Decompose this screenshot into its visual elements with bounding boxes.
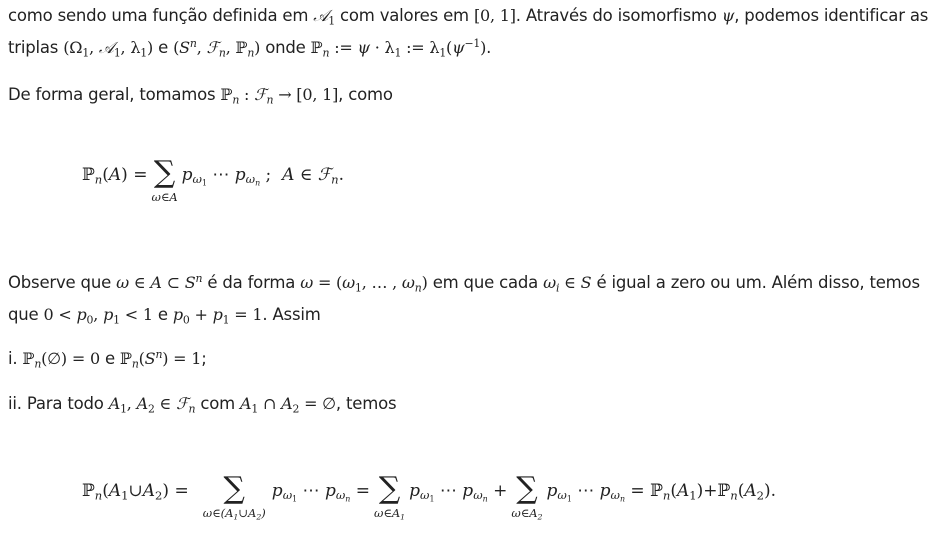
text-segment: onde (265, 38, 306, 57)
math-a1-a2: $A_1$, $A_2$ ∈ ℱ$_n$ (108, 394, 196, 416)
text-segment: com (200, 394, 235, 413)
text-segment: . (486, 38, 492, 57)
text-segment: , podemos identificar as (734, 6, 929, 25)
math-A1: 𝒜$_1$ (313, 6, 335, 28)
text-segment: como sendo uma função definida em (8, 6, 309, 25)
paragraph-3-line-1 (8, 272, 920, 295)
text-segment: é igual a zero ou um. Além disso, temos (596, 273, 920, 292)
paragraph-1-line-2 (8, 38, 491, 58)
text-segment: De forma geral, tomamos (8, 85, 216, 104)
text-segment: . Através do isomorfismo (515, 6, 717, 25)
math-disjoint: $A_1$ ∩ $A_2$ = ∅ (240, 394, 336, 416)
text-segment: com valores em (340, 6, 469, 25)
text-segment: . Assim (262, 305, 321, 324)
paragraph-2 (8, 85, 393, 107)
paragraph-1-line-1 (8, 6, 928, 26)
math-interval: [0, 1] (473, 6, 516, 25)
text-segment: é da forma (207, 273, 296, 292)
math-pn-empty: ℙ$_n$(∅) = 0 (22, 349, 100, 371)
sum-symbol: ∑ $\omega\in(A_1\cup A_2)$ (202, 471, 266, 522)
text-segment: e (157, 305, 168, 324)
text-segment: e (104, 349, 115, 368)
text-segment: em que cada (432, 273, 539, 292)
equation-2: $ℙ_n(A_1\cup A_2)$ = ∑ $\omega\in(A_1\cup A_2)$ $p_{\omega_1}$ ⋯ $p_{\omega_n}$ = ∑ $\omega\in A_1$ $p_{\omega_1}$ ⋯ $p_{\omega_n}$ + ∑ $\omega\in A_2$ $p_{\omega_1}$ ⋯ $p_{\omega_n}$ = $ℙ_n(A_1)+ℙ_n(A_2)$. (82, 471, 777, 522)
sum-symbol: ∑ $\omega\in A_1$ (373, 471, 406, 522)
math-pn-full: $ℙ_n(S^n) = 1$ (119, 348, 202, 371)
sum-symbol: ∑ ω∈A (151, 155, 178, 204)
equation-1: ℙ$_n$(A) = ∑ ω∈A $p_{\omega_1}$ ⋯ $p_{\omega_n}$ ; A ∈ ℱ$_n$. (82, 155, 345, 204)
sum-symbol: ∑ $\omega\in A_2$ (511, 471, 543, 522)
item-i (8, 348, 207, 371)
text-segment: triplas (8, 38, 59, 57)
item-label: ii. Para todo (8, 394, 104, 413)
item-ii (8, 394, 397, 416)
math-omega-i: $\omega_i$ ∈ S (543, 273, 592, 295)
paragraph-3-line-2 (8, 305, 321, 327)
math-omega-tuple: $\omega = (\omega_1$, … , $\omega_n$) (300, 273, 428, 295)
math-triple-1: ($\Omega_1$, 𝒜$_1$, $\lambda_1$) (63, 38, 154, 60)
text-segment: , temos (335, 394, 397, 413)
math-pn-definition: ℙ$_n$ := $\psi \cdot \lambda_1$ := $\lambda_1(\psi^{-1})$ (310, 37, 487, 60)
text-segment: e (158, 38, 169, 57)
math-triple-2: ($S^n$, ℱ$_n$, ℙ$_n$) (173, 37, 261, 60)
text-segment: ; (201, 349, 207, 368)
text-segment: que (8, 305, 39, 324)
math-omega-subset: ω ∈ A ⊂ $S^n$ (116, 272, 203, 292)
item-label: i. (8, 349, 18, 368)
text-segment: , como (338, 85, 393, 104)
math-p-sum: $p_0 + p_1 = 1$ (172, 305, 263, 327)
text-segment: Observe que (8, 273, 112, 292)
math-psi: ψ (721, 6, 735, 25)
math-p-bounds: $0 < p_0$, $p_1 < 1$ (43, 305, 153, 327)
math-pn-map: ℙ$_n$ : ℱ$_n$ → [0, 1] (220, 85, 339, 107)
